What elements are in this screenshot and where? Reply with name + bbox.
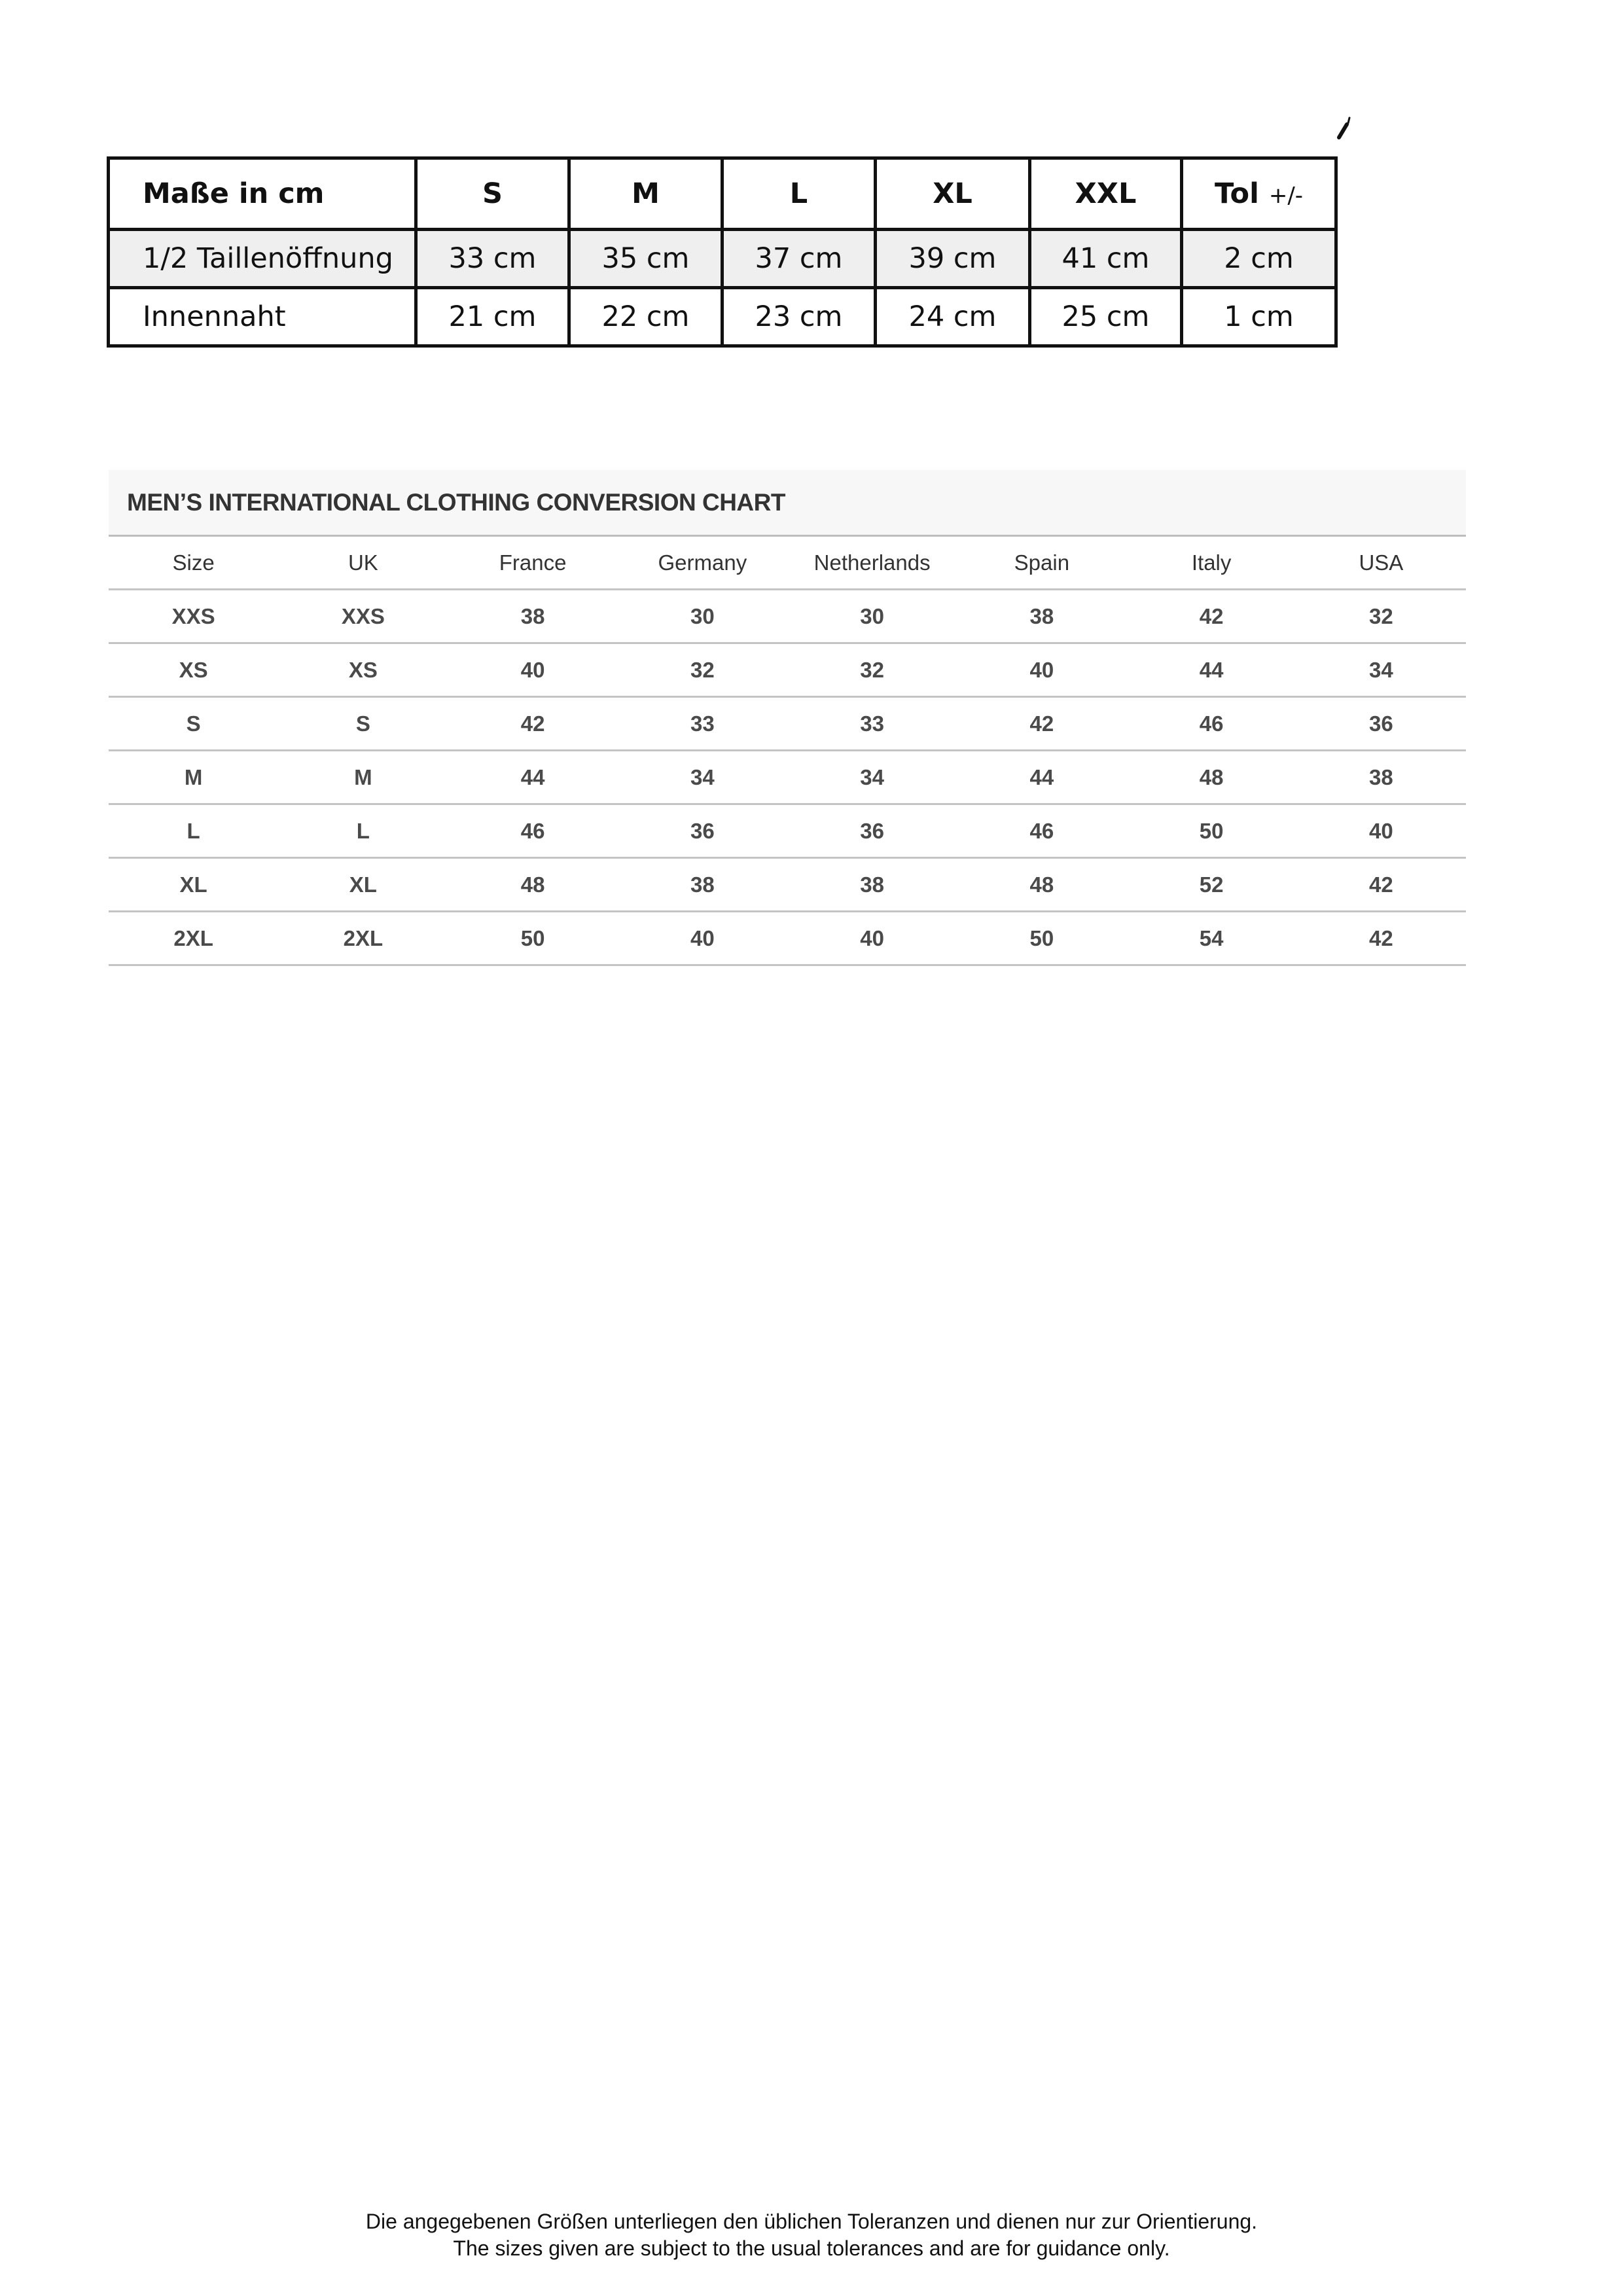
table-cell: 33 cm: [416, 230, 569, 288]
table-cell: XXS: [109, 590, 278, 643]
conversion-table: [109, 537, 1466, 966]
table-row: [109, 230, 1336, 288]
header-size-m: M: [569, 158, 722, 230]
header-size-xl: XL: [876, 158, 1030, 230]
table-cell: 39 cm: [876, 230, 1030, 288]
table-cell: 38: [957, 590, 1126, 643]
table-cell: 34: [787, 751, 957, 804]
table-cell: S: [278, 697, 448, 751]
table-cell: 35 cm: [569, 230, 722, 288]
table-cell: 44: [1127, 643, 1296, 697]
header-france: France: [448, 537, 618, 590]
table-cell: 52: [1127, 858, 1296, 912]
header-germany: Germany: [618, 537, 787, 590]
header-tolerance: [1182, 158, 1336, 230]
table-cell: S: [109, 697, 278, 751]
header-size-l: L: [722, 158, 876, 230]
table-cell: 2 cm: [1182, 230, 1336, 288]
header-netherlands: Netherlands: [787, 537, 957, 590]
table-cell: 2XL: [278, 912, 448, 965]
table-cell: 21 cm: [416, 288, 569, 346]
table-cell: 44: [957, 751, 1126, 804]
footer-note: [0, 2208, 1623, 2262]
table-cell: 46: [1127, 697, 1296, 751]
table-cell: 32: [787, 643, 957, 697]
table-cell: XL: [278, 858, 448, 912]
table-cell: XXS: [278, 590, 448, 643]
table-row: [109, 751, 1466, 804]
table-cell: 33: [787, 697, 957, 751]
table-cell: 25 cm: [1030, 288, 1182, 346]
table-cell: 42: [957, 697, 1126, 751]
table-cell: 23 cm: [722, 288, 876, 346]
table-cell: 38: [787, 858, 957, 912]
table-row: [109, 697, 1466, 751]
table-row: [109, 288, 1336, 346]
table-cell: XS: [109, 643, 278, 697]
table-cell: 36: [787, 804, 957, 858]
table-cell: 42: [1296, 912, 1466, 965]
table-cell: 46: [448, 804, 618, 858]
pen-mark-icon: [1335, 115, 1355, 141]
table-row: [109, 858, 1466, 912]
header-size: Size: [109, 537, 278, 590]
table-cell: 40: [448, 643, 618, 697]
row-label: 1/2 Taillenöffnung: [109, 230, 416, 288]
table-cell: 42: [1296, 858, 1466, 912]
tolerance-label: Tol: [1214, 177, 1259, 210]
table-cell: 22 cm: [569, 288, 722, 346]
table-cell: 42: [1127, 590, 1296, 643]
table-cell: 48: [957, 858, 1126, 912]
tolerance-suffix: +/-: [1268, 183, 1304, 209]
table-cell: 37 cm: [722, 230, 876, 288]
header-measure-label: Maße in cm: [109, 158, 416, 230]
table-cell: 33: [618, 697, 787, 751]
table-cell: 41 cm: [1030, 230, 1182, 288]
table-cell: 40: [1296, 804, 1466, 858]
table-cell: 50: [1127, 804, 1296, 858]
row-label: Innennaht: [109, 288, 416, 346]
footer-line-german: Die angegebenen Größen unterliegen den üblichen Toleranzen und dienen nur zur Orientierung.: [365, 2210, 1258, 2233]
table-cell: 40: [618, 912, 787, 965]
table-cell: 54: [1127, 912, 1296, 965]
table-cell: 50: [448, 912, 618, 965]
header-spain: Spain: [957, 537, 1126, 590]
table-row: [109, 590, 1466, 643]
table-cell: L: [109, 804, 278, 858]
table-cell: 50: [957, 912, 1126, 965]
table-cell: L: [278, 804, 448, 858]
table-cell: XS: [278, 643, 448, 697]
table-cell: 24 cm: [876, 288, 1030, 346]
measurement-table: [107, 156, 1338, 348]
table-cell: 40: [787, 912, 957, 965]
table-cell: 38: [448, 590, 618, 643]
table-cell: 38: [618, 858, 787, 912]
table-cell: 2XL: [109, 912, 278, 965]
table-row: [109, 804, 1466, 858]
table-cell: 32: [618, 643, 787, 697]
table-cell: 32: [1296, 590, 1466, 643]
table-cell: 36: [1296, 697, 1466, 751]
header-uk: UK: [278, 537, 448, 590]
header-size-xxl: XXL: [1030, 158, 1182, 230]
table-cell: 42: [448, 697, 618, 751]
table-cell: 30: [787, 590, 957, 643]
table-cell: 38: [1296, 751, 1466, 804]
table-cell: M: [278, 751, 448, 804]
table-row: [109, 643, 1466, 697]
table-cell: XL: [109, 858, 278, 912]
header-size-s: S: [416, 158, 569, 230]
table-cell: 46: [957, 804, 1126, 858]
header-usa: USA: [1296, 537, 1466, 590]
table-cell: 48: [448, 858, 618, 912]
footer-line-english: The sizes given are subject to the usual tolerances and are for guidance only.: [453, 2236, 1170, 2260]
table-cell: 36: [618, 804, 787, 858]
table-cell: 34: [1296, 643, 1466, 697]
table-cell: 1 cm: [1182, 288, 1336, 346]
header-italy: Italy: [1127, 537, 1296, 590]
table-cell: 30: [618, 590, 787, 643]
table-cell: 40: [957, 643, 1126, 697]
table-cell: M: [109, 751, 278, 804]
conversion-chart-title: MEN’S INTERNATIONAL CLOTHING CONVERSION CHART: [109, 470, 1466, 537]
conversion-chart: [109, 470, 1466, 966]
table-cell: 34: [618, 751, 787, 804]
table-cell: 44: [448, 751, 618, 804]
table-cell: 48: [1127, 751, 1296, 804]
table-row: [109, 912, 1466, 965]
measurement-header-row: [109, 158, 1336, 230]
conversion-header-row: [109, 537, 1466, 590]
